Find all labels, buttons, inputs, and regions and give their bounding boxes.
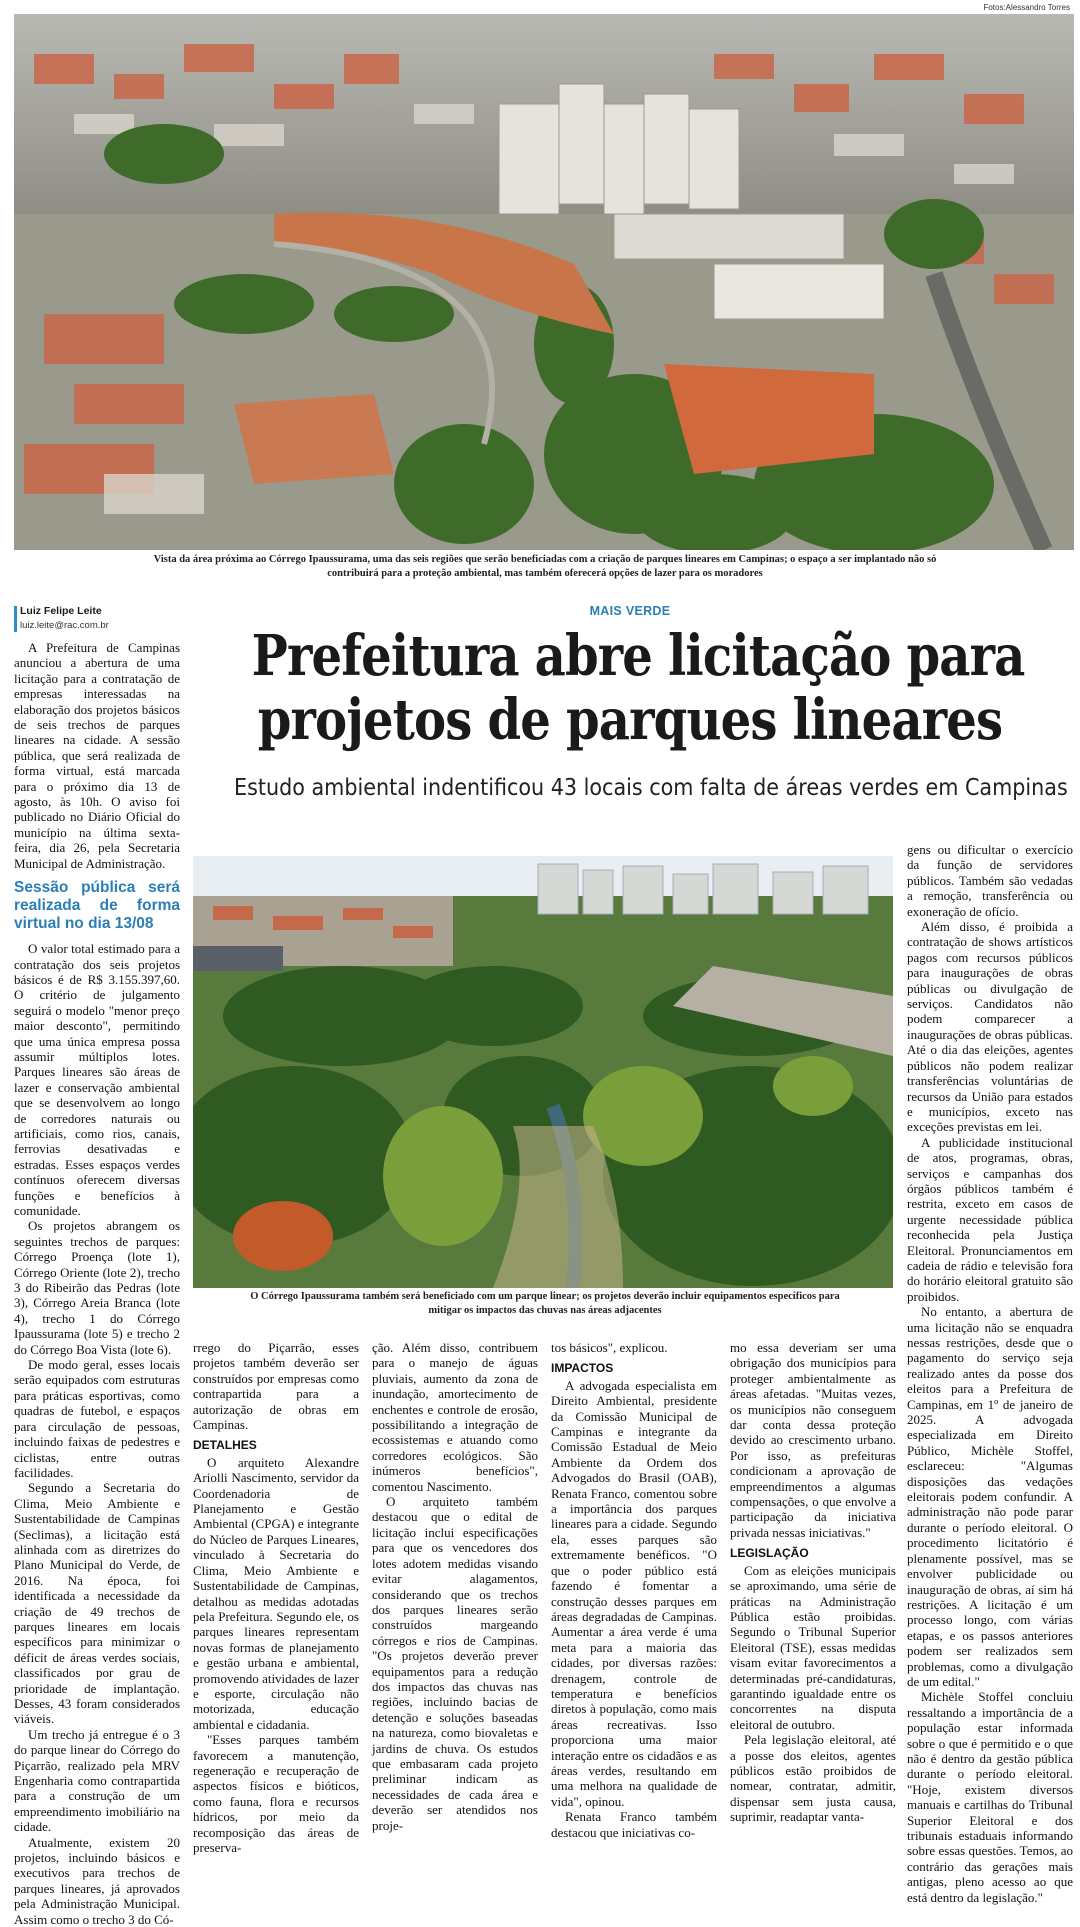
top-aerial-photo (14, 14, 1074, 550)
paragraph: De modo geral, esses locais serão equipados com estruturas para práticas esportivas, como quadras de futebol, e espaços para circulação de pessoas, incluindo faixas de pedestres e ciclistas, entre outras facilidades. (14, 1357, 180, 1480)
middle-photo (193, 856, 893, 1288)
article-column-2 (193, 1340, 359, 1855)
section-heading-detalhes: DETALHES (193, 1438, 257, 1453)
paragraph: A publicidade institucional de atos, programas, obras, serviços e campanhas dos órgãos públicos também é restrita, exceto em casos de urgente necessidade pública reconhecida pela Justiça Eleitoral. Pronunciamentos em cadeia de rádio e televisão fora do horário eleitoral gratuito são proibidos. (907, 1134, 1073, 1304)
paragraph: Pela legislação eleitoral, até a posse dos eleitos, agentes públicos estão proibidos de nomear, contratar, admitir, dispensar sem justa causa, suprimir, readaptar vanta- (730, 1732, 896, 1825)
paragraph: A advogada especialista em Direito Ambiental, presidente da Comissão Municipal de Campinas e integrante da Comissão Estadual de Meio Ambiente da Ordem dos Advogados do Brasil (OAB), Renata Franco, comentou sobre a importância dos parques lineares para a cidade. Segundo ela, esses parques são extremamente benéficos. "O que o poder público está fazendo é fomentar a construção desses parques em áreas degradadas de Campinas. Aumentar a área verde é uma meta para a maioria das cidades, por diversas razões: drenagem, controle de temperatura e benefícios diretos à população, como mais áreas recreativas. Isso proporciona uma maior interação entre os cidadãos e as áreas verdes, resultando em uma melhora na qualidade de vida", opinou. (551, 1377, 717, 1809)
author-name: Luiz Felipe Leite (20, 605, 102, 617)
middle-photo-caption: O Córrego Ipaussurama também será beneficiado com um parque linear; os projetos deverão incluir equipamentos específicos para mitigar os impactos das chuvas nas áreas adjacentes (250, 1291, 840, 1316)
paragraph: O valor total estimado para a contratação dos seis projetos básicos é de R$ 3.155.397,60. O critério de julgamento seguirá o modelo "menor preço maior desconto", permitindo que uma única empresa possa assumir múltiplos lotes. Parques lineares são áreas de lazer e conservação ambiental que se desenvolvem ao longo de corredores naturais ou artificiais, como rios, canais, ferrovias desativadas e estradas. Esses espaços verdes contínuos oferecem diversas funções e benefícios à comunidade. (14, 941, 180, 1218)
paragraph: O arquiteto Alexandre Ariolli Nascimento, servidor da Coordenadoria de Planejamento e Gestão Ambiental (CPGA) e integrante do Núcleo de Parques Lineares, vinculado à Secretaria do Clima, Meio Ambiente e Sustentabilidade de Campinas, detalhou as medidas adotadas pela Prefeitura. Segundo ele, os parques lineares representam novas formas de planejamento e gestão urbana e ambiental, promovendo atividades de lazer e esporte, circulação não motorizada, educação ambiental e cidadania. (193, 1454, 359, 1732)
paragraph: mo essa deveriam ser uma obrigação dos municípios para proteger ambientalmente as áreas afetadas. "Muitas vezes, os municípios não conseguem dar conta dessa proteção devido ao crescimento urbano. Por isso, as prefeituras condicionam a aprovação de empreendimentos a algumas compensações, o que envolve a participação da iniciativa privada nessas iniciativas." (730, 1340, 896, 1540)
section-heading-legislacao: LEGISLAÇÃO (730, 1546, 809, 1561)
intertitle: Sessão pública será realizada de forma virtual no dia 13/08 (14, 879, 180, 933)
paragraph: Renata Franco também destacou que iniciativas co- (551, 1809, 717, 1840)
aerial-photo-illustration (14, 14, 1074, 550)
section-heading-impactos: IMPACTOS (551, 1361, 614, 1376)
headline-line-1: Prefeitura abre licitação para (251, 623, 1025, 689)
paragraph: Com as eleições municipais se aproximando, uma série de práticas na Administração Pública estão proibidas. Segundo o Tribunal Superior Eleitoral (TSE), essas medidas visam evitar favorecimentos a determinadas pré-candidaturas, garantindo igualdade entre os concorrentes na disputa eleitoral de outubro. (730, 1562, 896, 1732)
paragraph: Michèle Stoffel concluiu ressaltando a importância de a população estar informada sobre o que é permitido e o que não é dentro da gestão pública durante o período eleitoral. "Hoje, existem diversos manuais e cartilhas do Tribunal Superior Eleitoral e dos tribunais estaduais informando sobre essas questões. Temos, ao contrário das gerações mais antigas, pleno acesso ao que está dentro da legislação." (907, 1689, 1073, 1905)
photo-credit: Fotos:Alessandro Torres (983, 3, 1070, 12)
headline (190, 624, 1070, 752)
middle-photo-illustration (193, 856, 893, 1288)
paragraph: "Esses parques também favorecem a manutenção, regeneração e recuperação de aspectos físicos e bióticos, como fauna, flora e recursos hídricos, por meio da recomposição das áreas de preserva- (193, 1732, 359, 1855)
paragraph: Além disso, é proibida a contratação de shows artísticos pagos com recursos públicos para inaugurações de obras públicas ou divulgação de serviços. Candidatos não podem comparecer a inaugurações de obras públicas. Até o dia das eleições, agentes públicos não podem realizar transferências voluntárias de recursos da União para estados e municípios, exceto nas exceções previstas em lei. (907, 919, 1073, 1135)
article-column-1-top (14, 640, 180, 1927)
article-column-3 (372, 1340, 538, 1833)
paragraph: Um trecho já entregue é o 3 do parque linear do Córrego do Piçarrão, realizado pela MRV Engenharia como contrapartida para a construção de um empreendimento imobiliário na cidade. (14, 1726, 180, 1835)
author-email: luiz.leite@rac.com.br (20, 620, 109, 631)
paragraph: No entanto, a abertura de uma licitação não se enquadra nessas restrições, desde que o pagamento do serviço seja realizado antes da posse dos eleitos para a Prefeitura de Campinas, em 1º de janeiro de 2025. A advogada especializada em Direito Público, Michèle Stoffel, esclareceu: "Algumas disposições das vedações eleitorais podem confundir. A administração não pode parar durante o período eleitoral. O procedimento licitatório é plenamente possível, mas se envolver publicidade ou inauguração de obras, aí sim há restrições. A licitação é um processo longo, com várias etapas, e os passos anteriores podem ser realizados sem problemas, como a divulgação de um edital." (907, 1304, 1073, 1689)
article-column-5 (730, 1340, 896, 1825)
paragraph: Atualmente, existem 20 projetos, incluindo básicos e executivos para trechos de parques lineares, já aprovados pela Administração Municipal. Assim como o trecho 3 do Có- (14, 1834, 180, 1927)
paragraph: rrego do Piçarrão, esses projetos também deverão ser construídos por empresas como contrapartida para a autorização de obras em Campinas. (193, 1340, 359, 1433)
article-column-4 (551, 1340, 717, 1840)
subheadline: Estudo ambiental indentificou 43 locais com falta de áreas verdes em Campinas (234, 775, 1068, 801)
paragraph: Segundo a Secretaria do Clima, Meio Ambiente e Sustentabilidade de Campinas (Seclimas), a licitação está alinhada com as diretrizes do Plano Municipal do Verde, de 2016. Na época, foi identificada a necessidade da criação de 49 trechos de parques lineares em locais específicos para minimizar o déficit de áreas verdes sociais, classificados por grau de prioridade de implantação. Desses, 43 foram considerados viáveis. (14, 1480, 180, 1727)
article-column-6 (907, 842, 1073, 1905)
paragraph: gens ou dificultar o exercício da função de servidores públicos. Também são vedadas a remoção, transferência ou exoneração de ofício. (907, 842, 1073, 919)
paragraph: O arquiteto também destacou que o edital de licitação inclui especificações para que os vencedores dos lotes adotem medidas visando evitar alagamentos, considerando que os trechos dos parques lineares serão construídos margeando córregos e rios de Campinas. "Os projetos deverão prever equipamentos para a redução dos impactos das chuvas nas regiões, incluindo bacias de detenção e soluções baseadas na natureza, como biovaletas e jardins de chuva. Os estudos que embasaram cada projeto preliminar indicam as necessidades de cada área e deverão ser atendidos nos proje- (372, 1494, 538, 1833)
paragraph: A Prefeitura de Campinas anunciou a abertura de uma licitação para a contratação de empresas interessadas na elaboração dos projetos básicos de seis trechos de parques lineares na cidade. A sessão pública, que será realizada de forma virtual, está marcada para o próximo dia 13 de agosto, às 10h. O aviso foi publicado no Diário Oficial do município na última sexta-feira, dia 26, pela Secretaria Municipal de Administração. (14, 640, 180, 871)
top-photo-caption: Vista da área próxima ao Córrego Ipaussurama, uma das seis regiões que serão beneficiadas com a criação de parques lineares em Campinas; o espaço a ser implantado não só contribuirá para a proteção ambiental, mas também oferecerá opções de lazer para os moradores (153, 554, 937, 579)
paragraph: ção. Além disso, contribuem para o manejo de águas pluviais, aumento da zona de inundação, amortecimento de enchentes e controle de erosão, possibilitando a integração de ecossistemas e atuando como corredores ecológicos. São inúmeros benefícios", comentou Nascimento. (372, 1340, 538, 1494)
section-kicker: MAIS VERDE (589, 604, 671, 618)
headline-line-2: projetos de parques lineares (257, 687, 1003, 753)
paragraph: tos básicos", explicou. (551, 1340, 668, 1355)
paragraph: Os projetos abrangem os seguintes trechos de parques: Córrego Proença (lote 1), Córrego Oriente (lote 2), trecho 3 do Ribeirão das Pedras (lote 3), Córrego Areia Branca (lote 4), trecho 1 do Córrego Ipaussurama (lote 5) e trecho 2 do Córrego Boa Vista (lote 6). (14, 1218, 180, 1357)
byline-accent-bar (14, 606, 17, 632)
